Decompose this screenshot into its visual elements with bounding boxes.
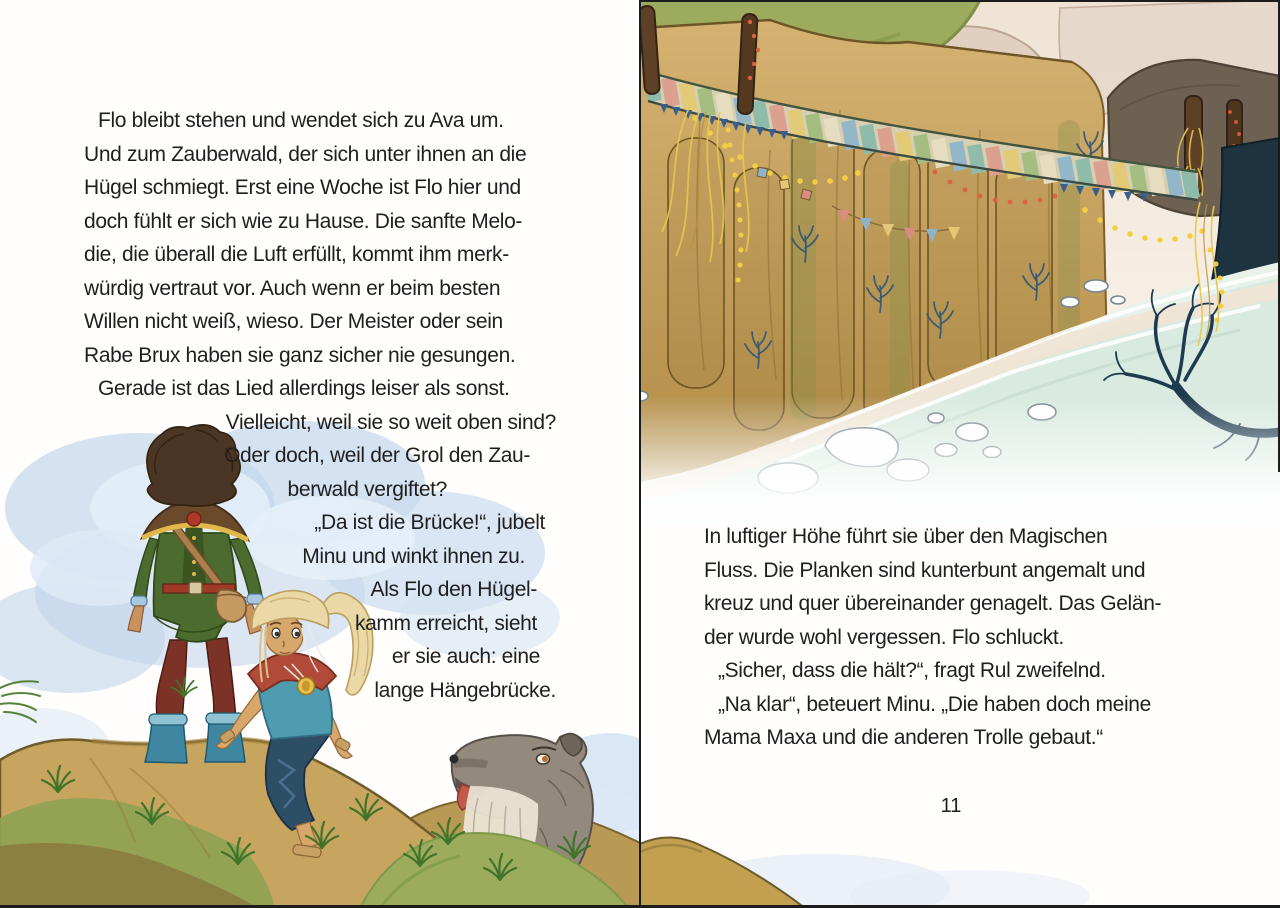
text-line: kamm erreicht, sieht	[354, 611, 537, 635]
text-line: In luftiger Höhe führt sie über den Magischen	[704, 525, 1108, 548]
text-line: Willen nicht weiß, wieso. Der Meister oder sein	[84, 310, 503, 333]
text-line: der wurde wohl vergessen. Flo schluckt.	[704, 625, 1064, 649]
top-page-edge	[640, 0, 1280, 2]
text-line: Hügel schmiegt. Erst eine Woche ist Flo hier und	[84, 176, 521, 199]
page-number: 11	[940, 795, 962, 817]
right-page-illustration	[640, 0, 1280, 525]
text-line: Rabe Brux haben sie ganz sicher nie gesungen.	[84, 343, 516, 367]
text-line: berwald vergiftet?	[287, 477, 447, 501]
text-line: würdig vertraut vor. Auch wenn er beim besten	[84, 276, 501, 300]
text-line: kreuz und quer übereinander genagelt. Das Gelän-	[704, 592, 1162, 615]
text-line: „Na klar“, beteuert Minu. „Die haben doch meine	[718, 692, 1151, 716]
bottom-fade	[640, 395, 1280, 525]
text-line: lange Hängebrücke.	[374, 678, 556, 702]
text-line: Vielleicht, weil sie so weit oben sind?	[225, 410, 556, 434]
text-line: Gerade ist das Lied allerdings leiser als sonst.	[98, 377, 510, 400]
text-line: Und zum Zauberwald, der sich unter ihnen an die	[84, 142, 527, 166]
page-right	[640, 0, 1280, 908]
text-line: Oder doch, weil der Grol den Zau-	[224, 444, 530, 467]
text-line: Minu und winkt ihnen zu.	[302, 544, 525, 568]
right-page-text	[704, 520, 1198, 755]
text-line: er sie auch: eine	[391, 645, 540, 668]
text-line: Flo bleibt stehen und wendet sich zu Ava um.	[98, 109, 504, 132]
text-line: Als Flo den Hügel-	[370, 578, 537, 601]
text-line: doch fühlt er sich wie zu Hause. Die sanfte Melo-	[84, 209, 523, 233]
text-line: die, die überall die Luft erfüllt, kommt ihm merk-	[84, 243, 509, 266]
page-gutter	[639, 0, 641, 908]
text-line: Mama Maxa und die anderen Trolle gebaut.“	[704, 726, 1103, 749]
left-page-text	[84, 104, 556, 707]
text-line: „Sicher, dass die hält?“, fragt Rul zweifelnd.	[718, 659, 1106, 682]
text-line: „Da ist die Brücke!“, jubelt	[314, 511, 545, 534]
corner-hill-illustration	[640, 818, 1100, 908]
text-line: Fluss. Die Planken sind kunterbunt angemalt und	[704, 558, 1146, 582]
